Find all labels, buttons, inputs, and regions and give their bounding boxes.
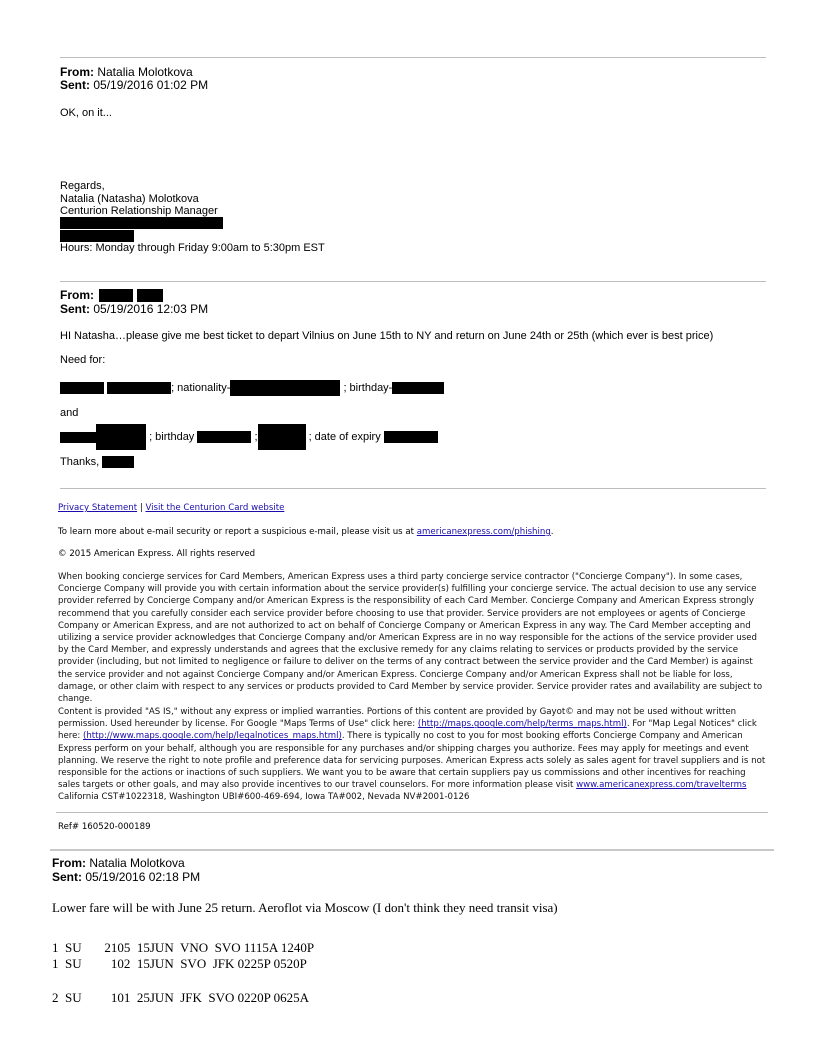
email-header-sent xyxy=(60,303,208,316)
redaction-block xyxy=(384,431,438,443)
privacy-statement-link[interactable]: Privacy Statement xyxy=(58,503,138,513)
security-notice xyxy=(58,527,554,537)
content-text: California CST#1022318, Washington UBI#600-469-694, Iowa TA#002, Nevada NV#2001-0126 xyxy=(58,792,470,803)
passenger-line-2 xyxy=(60,424,438,450)
redaction-block xyxy=(102,456,134,468)
security-period: . xyxy=(550,527,554,537)
redaction-block xyxy=(96,424,146,450)
signature-hours: Hours: Monday through Friday 9:00am to 5:30pm EST xyxy=(60,242,325,254)
flight-segment: 1 SU 2105 15JUN VNO SVO 1115A 1240P xyxy=(52,940,315,955)
phishing-link[interactable]: americanexpress.com/phishing xyxy=(416,527,551,537)
sent-label: Sent: xyxy=(60,302,90,316)
from-value: Natalia Molotkova xyxy=(97,65,193,79)
and-text: and xyxy=(60,407,79,419)
sent-label: Sent: xyxy=(52,870,82,884)
link-separator: | xyxy=(139,503,143,513)
email-body: HI Natasha…please give me best ticket to depart Vilnius on June 15th to NY and return on June 24th or 25th (which ever is best price) xyxy=(60,330,714,342)
content-text: . For "Map Legal Notices" click here: xyxy=(58,719,757,742)
signature xyxy=(60,180,218,218)
redaction-block xyxy=(60,217,223,229)
flight-segment: 1 SU 102 15JUN SVO JFK 0225P 0520P xyxy=(52,956,307,971)
sent-value: 05/19/2016 02:18 PM xyxy=(85,870,201,884)
email-header-sent xyxy=(60,79,208,92)
thanks-line xyxy=(60,456,134,468)
redaction-block xyxy=(99,289,133,302)
redaction-block xyxy=(230,380,340,396)
separator xyxy=(50,849,774,851)
redaction-block xyxy=(60,230,134,242)
need-for-text: Need for: xyxy=(60,354,106,366)
from-label: From: xyxy=(52,856,86,870)
travelterms-link[interactable]: www.americanexpress.com/travelterms xyxy=(576,780,747,791)
email-body: OK, on it... xyxy=(60,107,112,119)
flight-segment: 2 SU 101 25JUN JFK SVO 0220P 0625A xyxy=(52,990,310,1005)
separator xyxy=(56,812,768,813)
from-label: From: xyxy=(60,288,94,302)
redaction-block xyxy=(60,382,104,394)
redaction-block xyxy=(258,424,306,450)
sent-label: Sent: xyxy=(60,78,90,92)
content-notice xyxy=(58,706,766,804)
redaction-block xyxy=(197,431,251,443)
redaction-block xyxy=(137,289,163,302)
sent-value: 05/19/2016 12:03 PM xyxy=(93,302,209,316)
signature-title: Centurion Relationship Manager xyxy=(60,205,218,217)
reference-number: Ref# 160520-000189 xyxy=(58,822,151,832)
centurion-website-link[interactable]: Visit the Centurion Card website xyxy=(145,503,285,513)
maps-legal-link[interactable]: (http://www.maps.google.com/help/legalnotices_maps.html) xyxy=(83,731,342,742)
sent-value: 05/19/2016 01:02 PM xyxy=(93,78,209,92)
separator xyxy=(60,281,766,282)
birthday-label: ; birthday- xyxy=(343,381,393,394)
nationality-label: ; nationality- xyxy=(171,381,231,394)
separator xyxy=(60,488,766,489)
semicolon: ; xyxy=(254,430,258,443)
redaction-block xyxy=(60,432,96,443)
redaction-block xyxy=(107,382,171,394)
email-header-from xyxy=(52,857,185,870)
disclaimer: When booking concierge services for Card Members, American Express uses a third party concierge service contractor ("Concierge Company"). In some cases, Concierge Company will provide you with certain information about the service provider(s) fulfilling your concierge service. The actual decision to use any service provider referred by Concierge Company and/or American Express is the responsibility of each Card Member. Concierge Company and American Express strongly recommend that you carefully consider each service provider before choosing to use that provider. Service providers are not employees or agents of Concierge Company or American Express, and are not authorized to act on behalf of Concierge Company or American Express in any way. The Card Member accepting and utilizing a service provider acknowledges that Concierge Company and/or American Express are in no way responsible for the actions of the service provider used by the Card Member, and expressly understands and agrees that the exclusive remedy for any claims relating to services or products provided by the service provider (including, but not limited to negligence or failure to deliver on the terms of any contract between the service provider and the Card Member) is against the service provider and not against Concierge Company and/or American Express. Concierge Company and/or American Express shall not be liable for loss, damage, or other claim with respect to any services or products provided to Card Member by service provider. Service provider rates and availability are subject to change. xyxy=(58,572,763,705)
passenger-line-1 xyxy=(60,380,444,396)
from-value: Natalia Molotkova xyxy=(89,856,185,870)
security-text: To learn more about e-mail security or report a suspicious e-mail, please visit us at xyxy=(58,527,417,537)
redaction-block xyxy=(392,382,444,394)
signature-regards: Regards, xyxy=(60,180,105,192)
from-label: From: xyxy=(60,65,94,79)
signature-name: Natalia (Natasha) Molotkova xyxy=(60,192,199,205)
footer-links xyxy=(58,503,284,513)
expiry-label: ; date of expiry xyxy=(308,430,381,443)
birthday-label: ; birthday xyxy=(149,430,195,443)
copyright: © 2015 American Express. All rights reserved xyxy=(58,549,256,559)
thanks-text: Thanks, xyxy=(60,456,100,468)
content-text: . There is typically no cost to you for most booking efforts Concierge Company and American Express perform on your behalf, although you are responsible for any purchases and/or shipping charges you authorize. Fees may apply for meetings and event planning. We reserve the right to note profile and preference data for servicing purposes. American Express acts solely as sales agent for travel suppliers and is not responsible for the actions or inactions of such suppliers. We want you to be aware that certain suppliers pay us commissions and other incentives for reaching sales targets or other goals, and may also provide incentives to our travel counselors. For more information please visit xyxy=(58,731,766,791)
content-text: Content is provided "AS IS," without any express or implied warranties. Portions of this content are provided by Gayot© and may not be used without written permission. Used hereunder by license. For Google "Maps Terms of Use" click here: xyxy=(58,707,737,730)
separator xyxy=(60,57,766,58)
maps-terms-link[interactable]: (http://maps.google.com/help/terms_maps.html) xyxy=(417,719,627,730)
email-header-sent xyxy=(52,871,200,884)
email-header-from xyxy=(60,289,163,302)
email-body: Lower fare will be with June 25 return. Aeroflot via Moscow (I don't think they need transit visa) xyxy=(52,900,558,915)
